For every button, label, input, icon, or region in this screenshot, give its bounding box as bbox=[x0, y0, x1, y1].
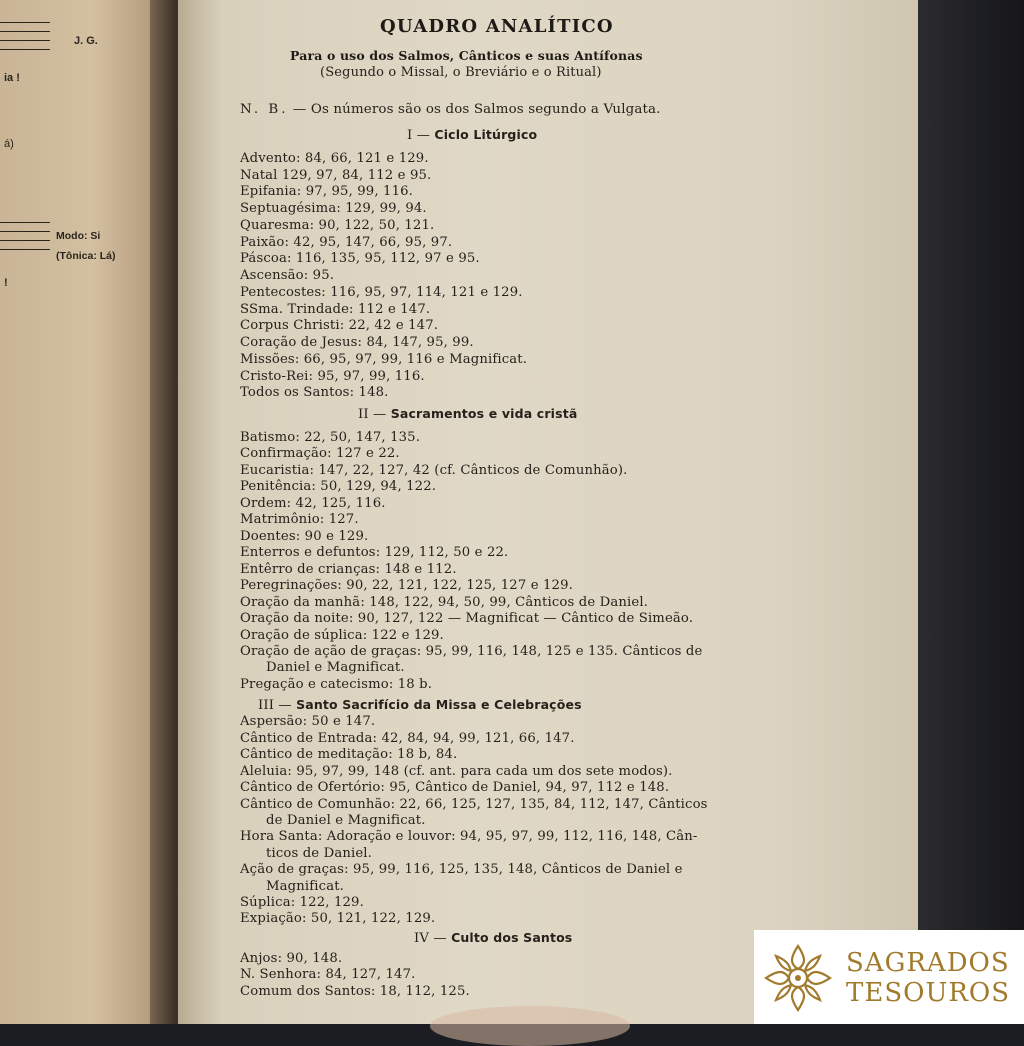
page-subtitle-secondary: (Segundo o Missal, o Breviário e o Ritual) bbox=[320, 65, 602, 80]
index-line: Cântico de meditação: 18 b, 84. bbox=[240, 747, 458, 762]
watermark-logo bbox=[754, 930, 1024, 1024]
index-line: Aleluia: 95, 97, 99, 148 (cf. ant. para cada um dos sete modos). bbox=[240, 764, 673, 779]
index-line: Ação de graças: 95, 99, 116, 125, 135, 148, Cânticos de Daniel e bbox=[240, 862, 683, 877]
left-page-fragment: ia ! bbox=[4, 72, 20, 84]
index-line: Penitência: 50, 129, 94, 122. bbox=[240, 479, 437, 494]
index-line: Septuagésima: 129, 99, 94. bbox=[240, 201, 427, 216]
index-line: Oração de ação de graças: 95, 99, 116, 148, 125 e 135. Cânticos de bbox=[240, 644, 703, 659]
left-page-fragment: ! bbox=[4, 277, 8, 289]
index-line: Eucaristia: 147, 22, 127, 42 (cf. Cânticos de Comunhão). bbox=[240, 463, 628, 478]
index-line-continuation: Daniel e Magnificat. bbox=[266, 660, 405, 675]
index-line: Paixão: 42, 95, 147, 66, 95, 97. bbox=[240, 235, 453, 250]
index-line: Cântico de Entrada: 42, 84, 94, 99, 121, 66, 147. bbox=[240, 731, 575, 746]
index-line: Advento: 84, 66, 121 e 129. bbox=[240, 151, 429, 166]
index-line: Ascensão: 95. bbox=[240, 268, 335, 283]
index-line: Pregação e catecismo: 18 b. bbox=[240, 677, 433, 692]
index-line: Aspersão: 50 e 147. bbox=[240, 714, 376, 729]
section-heading bbox=[407, 127, 537, 145]
index-line: Enterros e defuntos: 129, 112, 50 e 22. bbox=[240, 545, 509, 560]
index-line: Páscoa: 116, 135, 95, 112, 97 e 95. bbox=[240, 251, 480, 266]
watermark-text-line1: SAGRADOS bbox=[846, 948, 1010, 978]
index-line: Comum dos Santos: 18, 112, 125. bbox=[240, 984, 470, 999]
watermark-text-line2: TESOUROS bbox=[846, 978, 1011, 1008]
music-staff bbox=[0, 222, 50, 250]
index-line: SSma. Trindade: 112 e 147. bbox=[240, 302, 431, 317]
dark-background bbox=[918, 0, 1024, 1024]
index-line-continuation: Magnificat. bbox=[266, 879, 345, 894]
left-page bbox=[0, 0, 168, 1024]
page-title: QUADRO ANALÍTICO bbox=[380, 16, 614, 37]
left-page-fragment: á) bbox=[4, 138, 14, 150]
section-numeral: I — bbox=[407, 128, 431, 143]
section-title: Santo Sacrifício da Missa e Celebrações bbox=[296, 697, 582, 712]
section-heading bbox=[358, 406, 577, 424]
index-line: Cristo-Rei: 95, 97, 99, 116. bbox=[240, 369, 425, 384]
section-numeral: II — bbox=[358, 407, 387, 422]
note bbox=[240, 102, 661, 119]
section-title: Culto dos Santos bbox=[451, 930, 573, 945]
index-line: Oração de súplica: 122 e 129. bbox=[240, 628, 444, 643]
index-line: Anjos: 90, 148. bbox=[240, 951, 343, 966]
index-line-continuation: de Daniel e Magnificat. bbox=[266, 813, 426, 828]
index-line-continuation: ticos de Daniel. bbox=[266, 846, 373, 861]
note-text: — Os números são os dos Salmos segundo a Vulgata. bbox=[288, 102, 661, 117]
index-line: Epifania: 97, 95, 99, 116. bbox=[240, 184, 413, 199]
left-page-fragment: Modo: Si bbox=[56, 230, 101, 242]
index-line: Ordem: 42, 125, 116. bbox=[240, 496, 386, 511]
index-line: Missões: 66, 95, 97, 99, 116 e Magnificat. bbox=[240, 352, 528, 367]
index-line: Quaresma: 90, 122, 50, 121. bbox=[240, 218, 435, 233]
index-line: N. Senhora: 84, 127, 147. bbox=[240, 967, 416, 982]
section-numeral: III — bbox=[258, 698, 292, 713]
index-line: Entêrro de crianças: 148 e 112. bbox=[240, 562, 457, 577]
index-line: Todos os Santos: 148. bbox=[240, 385, 389, 400]
index-line: Peregrinações: 90, 22, 121, 122, 125, 127 e 129. bbox=[240, 578, 573, 593]
index-line: Confirmação: 127 e 22. bbox=[240, 446, 400, 461]
left-page-fragment: J. G. bbox=[74, 35, 98, 47]
music-staff bbox=[0, 22, 50, 50]
page-subtitle: Para o uso dos Salmos, Cânticos e suas Antífonas bbox=[290, 48, 643, 63]
index-line: Corpus Christi: 22, 42 e 147. bbox=[240, 318, 439, 333]
index-line: Natal 129, 97, 84, 112 e 95. bbox=[240, 168, 432, 183]
index-line: Cântico de Comunhão: 22, 66, 125, 127, 135, 84, 112, 147, Cânticos bbox=[240, 797, 708, 812]
index-line: Batismo: 22, 50, 147, 135. bbox=[240, 430, 421, 445]
note-label: N. B. bbox=[240, 102, 289, 117]
finger-shadow bbox=[430, 1006, 630, 1046]
index-line: Doentes: 90 e 129. bbox=[240, 529, 369, 544]
index-line: Cântico de Ofertório: 95, Cântico de Daniel, 94, 97, 112 e 148. bbox=[240, 780, 670, 795]
section-numeral: IV — bbox=[414, 931, 447, 946]
index-line: Hora Santa: Adoração e louvor: 94, 95, 97, 99, 112, 116, 148, Cân- bbox=[240, 829, 698, 844]
index-line: Coração de Jesus: 84, 147, 95, 99. bbox=[240, 335, 474, 350]
index-line: Matrimônio: 127. bbox=[240, 512, 359, 527]
section-heading bbox=[258, 697, 582, 715]
index-line: Súplica: 122, 129. bbox=[240, 895, 364, 910]
ornament-icon bbox=[760, 940, 836, 1016]
section-heading bbox=[414, 930, 572, 948]
index-line: Pentecostes: 116, 95, 97, 114, 121 e 129. bbox=[240, 285, 523, 300]
left-page-fragment: (Tônica: Lá) bbox=[56, 250, 116, 262]
index-line: Oração da manhã: 148, 122, 94, 50, 99, Cânticos de Daniel. bbox=[240, 595, 649, 610]
section-title: Ciclo Litúrgico bbox=[434, 127, 538, 142]
index-line: Oração da noite: 90, 127, 122 — Magnificat — Cântico de Simeão. bbox=[240, 611, 694, 626]
index-line: Expiação: 50, 121, 122, 129. bbox=[240, 911, 436, 926]
section-title: Sacramentos e vida cristã bbox=[390, 406, 578, 421]
